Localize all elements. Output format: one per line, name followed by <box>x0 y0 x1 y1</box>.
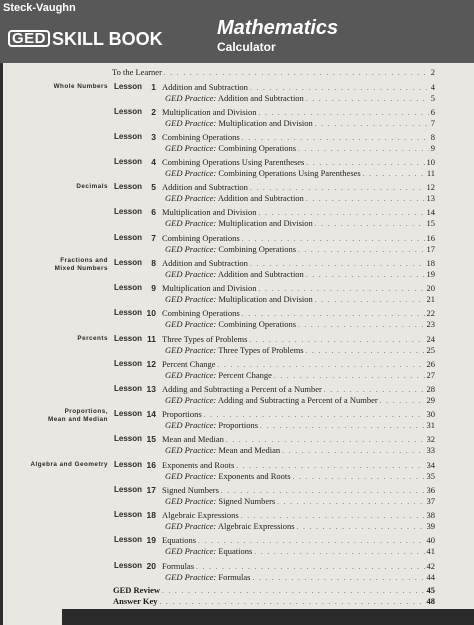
practice-prefix: GED Practice: <box>165 345 217 355</box>
toc-row[interactable] <box>0 520 474 532</box>
book-subtitle: Calculator <box>217 40 276 54</box>
entry-title <box>165 318 298 330</box>
practice-title: Proportions <box>218 420 259 430</box>
practice-prefix: GED Practice: <box>165 370 217 380</box>
page-number: 26 <box>426 359 435 369</box>
toc-entry <box>112 66 435 79</box>
lesson-number: 16 <box>146 460 156 470</box>
lesson-number: 17 <box>146 485 156 495</box>
end-matter-title: Answer Key <box>113 596 158 606</box>
practice-prefix: GED Practice: <box>165 218 217 228</box>
entry-title <box>165 571 252 583</box>
entry-title <box>165 394 380 406</box>
toc-entry <box>165 571 435 584</box>
toc-entry <box>165 117 435 130</box>
section-heading <box>77 335 108 343</box>
lesson-number: 3 <box>151 132 156 142</box>
page-number: 17 <box>426 244 435 254</box>
entry-title <box>113 595 159 607</box>
ged-badge: GED <box>8 30 50 47</box>
page-number: 25 <box>426 345 435 355</box>
lesson-title: Adding and Subtracting a Percent of a Number <box>162 384 322 394</box>
dot-leader <box>274 370 425 382</box>
page-number: 20 <box>426 283 435 293</box>
practice-prefix: GED Practice: <box>165 572 217 582</box>
lesson-title: Multiplication and Division <box>162 283 257 293</box>
practice-title: Three Types of Problems <box>218 345 304 355</box>
page-number: 41 <box>426 546 435 556</box>
page-number: 39 <box>426 521 435 531</box>
entry-title <box>165 192 306 204</box>
page-number: 19 <box>426 269 435 279</box>
page-number: 34 <box>426 460 435 470</box>
lesson-label: Lesson <box>114 157 143 166</box>
practice-prefix: GED Practice: <box>165 319 217 329</box>
practice-prefix: GED Practice: <box>165 244 217 254</box>
lesson-label: Lesson <box>114 283 143 292</box>
section-heading-text: Whole Numbers <box>53 83 108 90</box>
lesson-label: Lesson <box>114 107 143 116</box>
page-number: 8 <box>430 132 435 142</box>
page-number: 6 <box>430 107 435 117</box>
practice-title: Mean and Median <box>218 445 281 455</box>
lesson-title: Proportions <box>162 409 202 419</box>
page-number: 11 <box>426 168 435 178</box>
section-heading-text: Decimals <box>76 183 108 190</box>
page-number: 33 <box>426 445 435 455</box>
lesson-label: Lesson <box>114 409 143 418</box>
toc-entry <box>165 444 435 457</box>
page-number: 37 <box>426 496 435 506</box>
page-number: 32 <box>426 434 435 444</box>
lesson-title: Three Types of Problems <box>162 334 248 344</box>
practice-title: Percent Change <box>218 370 272 380</box>
lesson-title: Multiplication and Division <box>162 107 257 117</box>
page-number: 31 <box>426 420 435 430</box>
toc-entry <box>165 217 435 230</box>
lesson-label: Lesson <box>114 308 143 317</box>
toc-entry <box>165 344 435 357</box>
page-number: 48 <box>426 596 435 606</box>
toc-entry <box>165 92 435 105</box>
entry-title <box>165 293 315 305</box>
lesson-title: Combining Operations <box>162 132 240 142</box>
page-number: 4 <box>430 82 435 92</box>
lesson-number: 19 <box>146 535 156 545</box>
lesson-number: 9 <box>151 283 156 293</box>
toc-row[interactable] <box>0 92 474 104</box>
toc-row[interactable] <box>0 419 474 431</box>
dot-leader <box>315 118 429 130</box>
page-number: 9 <box>430 143 435 153</box>
lesson-number: 14 <box>146 409 156 419</box>
toc-entry <box>165 470 435 483</box>
lesson-title: Formulas <box>162 561 195 571</box>
lesson-number: 7 <box>151 233 156 243</box>
lesson-label: Lesson <box>114 460 143 469</box>
toc-entry <box>165 495 435 508</box>
lesson-label: Lesson <box>114 182 143 191</box>
section-heading-line: Mixed Numbers <box>54 265 108 272</box>
toc-row[interactable] <box>0 545 474 557</box>
lesson-number: 2 <box>151 107 156 117</box>
toc-row[interactable] <box>0 268 474 280</box>
lesson-label: Lesson <box>114 434 143 443</box>
lesson-label: Lesson <box>114 510 143 519</box>
entry-title <box>165 268 306 280</box>
lesson-title: Combining Operations <box>162 308 240 318</box>
lesson-label: Lesson <box>114 258 143 267</box>
practice-title: Multiplication and Division <box>218 218 313 228</box>
practice-prefix: GED Practice: <box>165 445 217 455</box>
section-heading-text: Algebra and Geometry <box>30 461 108 468</box>
lesson-title: Equations <box>162 535 196 545</box>
page-number: 16 <box>426 233 435 243</box>
toc-entry <box>165 243 435 256</box>
lesson-number: 5 <box>151 182 156 192</box>
toc-row[interactable] <box>0 369 474 381</box>
page-number: 45 <box>426 585 435 595</box>
book-title: Mathematics <box>217 17 339 39</box>
page-number: 24 <box>426 334 435 344</box>
lesson-label: Lesson <box>114 82 143 91</box>
toc-entry <box>165 293 435 306</box>
practice-title: Combining Operations <box>218 143 297 153</box>
entry-title <box>165 344 306 356</box>
lesson-number: 18 <box>146 510 156 520</box>
dot-leader <box>252 572 424 584</box>
lesson-number: 8 <box>151 258 156 268</box>
lesson-number: 15 <box>146 434 156 444</box>
dot-leader <box>306 193 425 205</box>
toc-row[interactable] <box>0 595 474 607</box>
lesson-title: Addition and Subtraction <box>162 182 248 192</box>
practice-title: Exponents and Roots <box>218 471 291 481</box>
lesson-label: Lesson <box>114 359 143 368</box>
dot-leader <box>315 218 425 230</box>
toc-row[interactable] <box>0 571 474 583</box>
page-number: 14 <box>426 207 435 217</box>
page-number: 35 <box>426 471 435 481</box>
practice-prefix: GED Practice: <box>165 395 217 405</box>
entry-title <box>165 142 298 154</box>
practice-prefix: GED Practice: <box>165 546 217 556</box>
section-heading-line: Fractions and <box>60 257 108 264</box>
toc-row[interactable] <box>0 243 474 255</box>
entry-title <box>165 545 254 557</box>
page-number: 36 <box>426 485 435 495</box>
section-heading-text: Percents <box>77 335 108 342</box>
page-number: 12 <box>426 182 435 192</box>
dot-leader <box>277 496 424 508</box>
practice-title: Addition and Subtraction <box>217 193 304 203</box>
dot-leader <box>164 67 429 79</box>
page-number: 13 <box>426 193 435 203</box>
dot-leader <box>306 269 425 281</box>
practice-prefix: GED Practice: <box>165 143 217 153</box>
toc-row[interactable] <box>0 394 474 406</box>
page-number: 10 <box>426 157 435 167</box>
practice-title: Equations <box>218 546 253 556</box>
practice-prefix: GED Practice: <box>165 420 217 430</box>
page-number: 7 <box>430 118 435 128</box>
dot-leader <box>306 345 425 357</box>
page-number: 23 <box>426 319 435 329</box>
dot-leader <box>297 521 425 533</box>
section-heading-line: Mean and Median <box>48 416 108 423</box>
entry-title <box>112 66 164 78</box>
page-number: 5 <box>430 93 435 103</box>
entry-title <box>165 217 315 229</box>
practice-prefix: GED Practice: <box>165 168 217 178</box>
toc-entry <box>165 520 435 533</box>
toc-entry <box>165 318 435 331</box>
page-number: 18 <box>426 258 435 268</box>
toc-entry <box>113 595 435 608</box>
practice-prefix: GED Practice: <box>165 93 217 103</box>
entry-title <box>165 167 363 179</box>
toc-entry <box>165 419 435 432</box>
lesson-number: 6 <box>151 207 156 217</box>
practice-title: Signed Numbers <box>218 496 276 506</box>
entry-title <box>165 369 274 381</box>
lesson-label: Lesson <box>114 535 143 544</box>
lesson-label: Lesson <box>114 384 143 393</box>
page-number: 15 <box>426 218 435 228</box>
lesson-title: Combining Operations Using Parentheses <box>162 157 305 167</box>
practice-prefix: GED Practice: <box>165 294 217 304</box>
section-heading <box>54 83 108 91</box>
entry-title <box>165 92 306 104</box>
lesson-title: Exponents and Roots <box>162 460 235 470</box>
dot-leader <box>363 168 425 180</box>
dot-leader <box>254 546 424 558</box>
page-number: 40 <box>426 535 435 545</box>
practice-title: Addition and Subtraction <box>217 269 304 279</box>
page-number: 44 <box>426 572 435 582</box>
practice-title: Formulas <box>218 572 251 582</box>
lesson-number: 12 <box>146 359 156 369</box>
entry-title <box>165 470 293 482</box>
page-number: 27 <box>426 370 435 380</box>
lesson-title: Combining Operations <box>162 233 240 243</box>
practice-prefix: GED Practice: <box>165 496 217 506</box>
toc-entry <box>165 369 435 382</box>
lesson-title: Addition and Subtraction <box>162 82 248 92</box>
lesson-label: Lesson <box>114 334 143 343</box>
lesson-title: Mean and Median <box>162 434 224 444</box>
toc-entry <box>165 142 435 155</box>
practice-title: Addition and Subtraction <box>217 93 304 103</box>
lesson-title: Multiplication and Division <box>162 207 257 217</box>
lesson-label: Lesson <box>114 132 143 141</box>
page-number: 28 <box>426 384 435 394</box>
lesson-title: Signed Numbers <box>162 485 219 495</box>
dot-leader <box>298 143 429 155</box>
entry-title <box>165 243 298 255</box>
toc-row[interactable] <box>0 167 474 179</box>
entry-title <box>165 520 297 532</box>
toc-row[interactable] <box>0 444 474 456</box>
end-matter-title: GED Review <box>113 585 160 595</box>
section-heading-line: Proportions, <box>64 408 108 415</box>
dot-leader <box>298 319 424 331</box>
practice-prefix: GED Practice: <box>165 521 217 531</box>
practice-title: Multiplication and Division <box>218 118 313 128</box>
section-heading <box>76 183 108 191</box>
lesson-title: Algebraic Expressions <box>162 510 239 520</box>
practice-title: Algebraic Expressions <box>217 521 295 531</box>
toc-row[interactable] <box>0 192 474 204</box>
practice-title: Adding and Subtracting a Percent of a Number <box>217 395 378 405</box>
dot-leader <box>293 471 425 483</box>
lesson-title: Addition and Subtraction <box>162 258 248 268</box>
entry-title <box>165 419 260 431</box>
toc-row[interactable] <box>0 344 474 356</box>
entry-title <box>165 444 282 456</box>
practice-title: Multiplication and Division <box>218 294 313 304</box>
practice-title: Combining Operations <box>218 319 297 329</box>
dot-leader <box>159 596 424 608</box>
practice-prefix: GED Practice: <box>165 193 217 203</box>
page-number: 30 <box>426 409 435 419</box>
toc-row[interactable] <box>0 217 474 229</box>
lesson-number: 10 <box>146 308 156 318</box>
dot-leader <box>315 294 425 306</box>
lesson-label: Lesson <box>114 561 143 570</box>
lesson-label: Lesson <box>114 233 143 242</box>
lesson-label: Lesson <box>114 485 143 494</box>
toc-entry <box>165 268 435 281</box>
lesson-title: Percent Change <box>162 359 216 369</box>
practice-prefix: GED Practice: <box>165 471 217 481</box>
dot-leader <box>298 244 424 256</box>
dot-leader <box>282 445 424 457</box>
practice-prefix: GED Practice: <box>165 118 217 128</box>
practice-title: Combining Operations Using Parentheses <box>218 168 361 178</box>
lesson-number: 1 <box>151 82 156 92</box>
toc-row[interactable] <box>0 142 474 154</box>
entry-title <box>165 117 315 129</box>
toc-entry <box>165 192 435 205</box>
lesson-number: 11 <box>147 334 156 344</box>
toc-row[interactable] <box>0 117 474 129</box>
toc-entry <box>165 167 435 180</box>
lesson-number: 4 <box>151 157 156 167</box>
page-number: 42 <box>426 561 435 571</box>
page-number: 22 <box>426 308 435 318</box>
lesson-label: Lesson <box>114 207 143 216</box>
dot-leader <box>306 93 429 105</box>
lesson-number: 13 <box>146 384 156 394</box>
practice-title: Combining Operations <box>218 244 297 254</box>
toc-row[interactable] <box>0 66 474 78</box>
page-number: 21 <box>426 294 435 304</box>
page-number: 29 <box>426 395 435 405</box>
to-the-learner-link: To the Learner <box>112 67 162 77</box>
toc-entry <box>165 394 435 407</box>
lesson-number: 20 <box>146 561 156 571</box>
dot-leader <box>380 395 425 407</box>
publisher-name: Steck-Vaughn <box>3 2 76 14</box>
toc-row[interactable] <box>0 318 474 330</box>
toc-row[interactable] <box>0 495 474 507</box>
entry-title <box>165 495 277 507</box>
section-heading <box>30 461 108 469</box>
series-name: SKILL BOOK <box>52 29 163 49</box>
page-number: 2 <box>430 67 435 77</box>
toc-row[interactable] <box>0 293 474 305</box>
toc-entry <box>165 545 435 558</box>
practice-prefix: GED Practice: <box>165 269 217 279</box>
dot-leader <box>260 420 424 432</box>
toc-row[interactable] <box>0 470 474 482</box>
page-number: 38 <box>426 510 435 520</box>
